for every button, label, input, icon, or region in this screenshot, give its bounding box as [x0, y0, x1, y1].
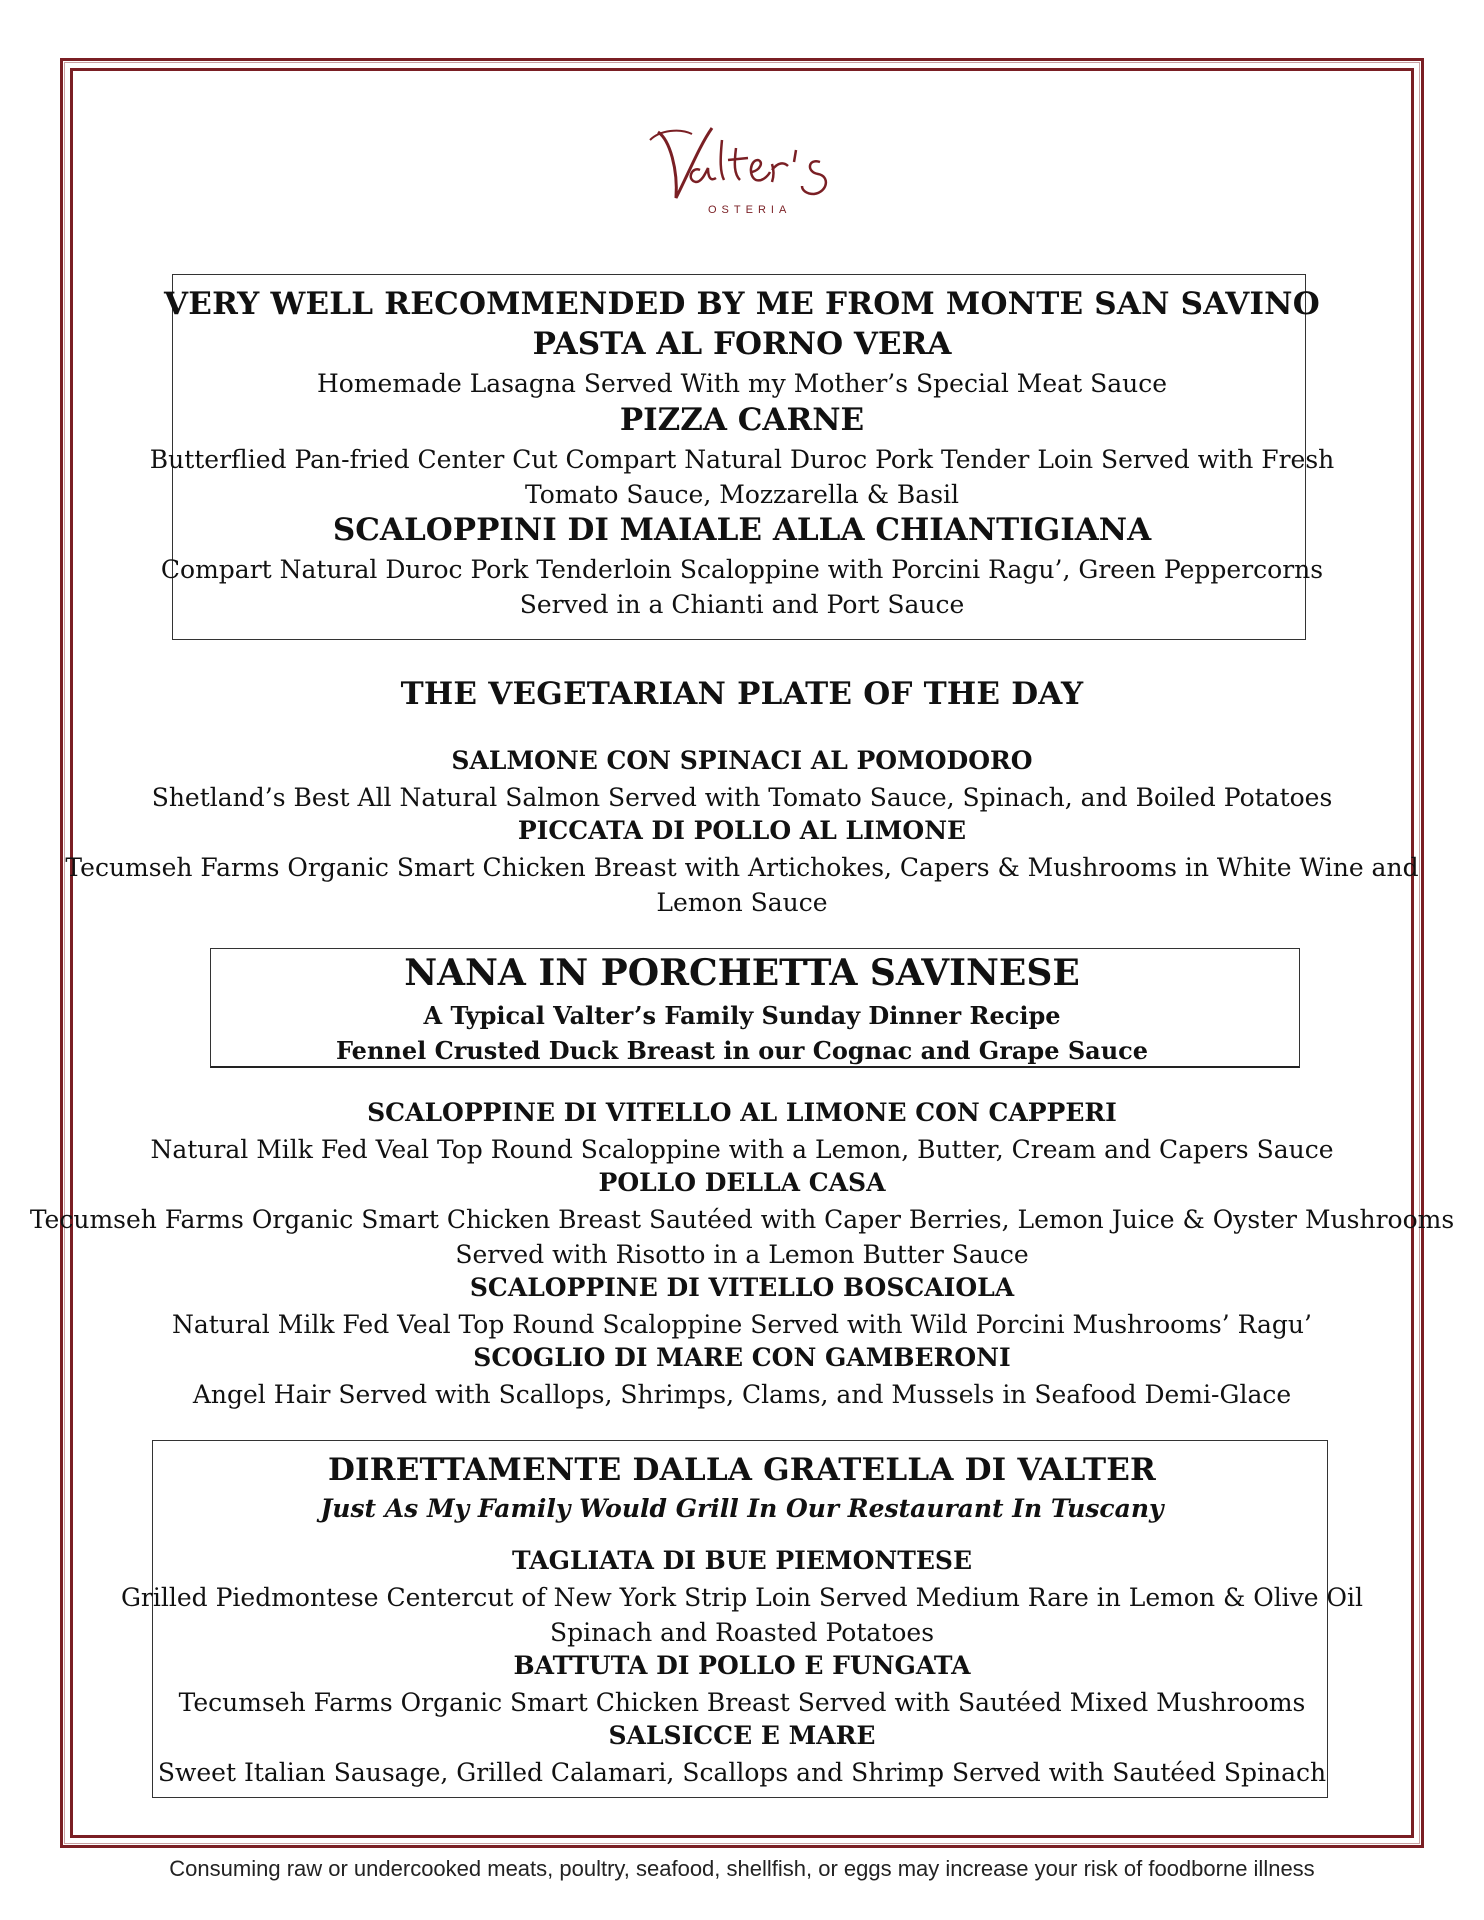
menu-item-name: SCALOPPINE DI VITELLO BOSCAIOLA	[469, 1273, 1015, 1302]
nana-line-2: Fennel Crusted Duck Breast in our Cognac and Grape Sauce	[335, 1036, 1149, 1065]
foodborne-disclaimer: Consuming raw or undercooked meats, poultry, seafood, shellfish, or eggs may increase your risk of foodborne illness	[169, 1856, 1315, 1881]
menu-item-desc: Butterflied Pan-fried Center Cut Compart Natural Duroc Pork Tender Loin Served with Fresh	[149, 445, 1335, 474]
menu-item-desc: Tecumseh Farms Organic Smart Chicken Breast Served with Sautéed Mixed Mushrooms	[178, 1688, 1306, 1717]
menu-item-desc: Sweet Italian Sausage, Grilled Calamari, Scallops and Shrimp Served with Sautéed Spinach	[157, 1758, 1327, 1787]
grill-tagline: Just As My Family Would Grill In Our Restaurant In Tuscany	[320, 1494, 1164, 1523]
nana-title: NANA IN PORCHETTA SAVINESE	[404, 952, 1080, 994]
menu-item-desc: Lemon Sauce	[656, 888, 828, 917]
logo-subtitle: OSTERIA	[708, 204, 792, 216]
menu-item-name: SALSICCE E MARE	[608, 1721, 876, 1750]
menu-item-desc: Spinach and Roasted Potatoes	[549, 1618, 935, 1647]
menu-item-name: BATTUTA DI POLLO E FUNGATA	[513, 1651, 971, 1680]
menu-item-name: POLLO DELLA CASA	[598, 1168, 886, 1197]
valters-logo	[630, 110, 860, 230]
vegetarian-heading: THE VEGETARIAN PLATE OF THE DAY	[400, 676, 1084, 712]
menu-item-name: TAGLIATA DI BUE PIEMONTESE	[511, 1546, 972, 1575]
menu-item-desc: Homemade Lasagna Served With my Mother’s Special Meat Sauce	[316, 369, 1168, 398]
menu-item-name: PICCATA DI POLLO AL LIMONE	[517, 816, 967, 845]
menu-item-desc: Grilled Piedmontese Centercut of New York Strip Loin Served Medium Rare in Lemon & Olive Oil	[120, 1583, 1364, 1612]
menu-item-desc: Natural Milk Fed Veal Top Round Scaloppine Served with Wild Porcini Mushrooms’ Ragu’	[172, 1310, 1312, 1339]
menu-item-name: SCOGLIO DI MARE CON GAMBERONI	[473, 1343, 1011, 1372]
menu-item-desc: Tecumseh Farms Organic Smart Chicken Breast Sautéed with Caper Berries, Lemon Juice & Oyster Mushrooms	[29, 1205, 1455, 1234]
menu-item-desc: Compart Natural Duroc Pork Tenderloin Scaloppine with Porcini Ragu’, Green Peppercorns	[160, 555, 1324, 584]
menu-item-name: SCALOPPINI DI MAIALE ALLA CHIANTIGIANA	[332, 512, 1152, 548]
menu-item-name: PASTA AL FORNO VERA	[532, 326, 952, 362]
nana-line-1: A Typical Valter’s Family Sunday Dinner Recipe	[423, 1001, 1061, 1030]
menu-item-desc: Angel Hair Served with Scallops, Shrimps, Clams, and Mussels in Seafood Demi-Glace	[192, 1380, 1292, 1409]
menu-item-desc: Tomato Sauce, Mozzarella & Basil	[524, 480, 960, 509]
menu-item-desc: Shetland’s Best All Natural Salmon Served with Tomato Sauce, Spinach, and Boiled Potatoes	[151, 783, 1333, 812]
grill-heading: DIRETTAMENTE DALLA GRATELLA DI VALTER	[327, 1452, 1157, 1488]
menu-item-desc: Tecumseh Farms Organic Smart Chicken Breast with Artichokes, Capers & Mushrooms in White Wine and	[65, 853, 1419, 882]
menu-item-desc: Served in a Chianti and Port Sauce	[519, 590, 965, 619]
menu-item-name: SALMONE CON SPINACI AL POMODORO	[451, 746, 1033, 775]
menu-item-desc: Natural Milk Fed Veal Top Round Scaloppine with a Lemon, Butter, Cream and Capers Sauce	[150, 1135, 1334, 1164]
menu-item-name: PIZZA CARNE	[619, 402, 865, 438]
menu-item-name: SCALOPPINE DI VITELLO AL LIMONE CON CAPPERI	[367, 1098, 1117, 1127]
recommended-heading: VERY WELL RECOMMENDED BY ME FROM MONTE SAN SAVINO	[164, 286, 1320, 322]
menu-item-desc: Served with Risotto in a Lemon Butter Sauce	[455, 1240, 1029, 1269]
